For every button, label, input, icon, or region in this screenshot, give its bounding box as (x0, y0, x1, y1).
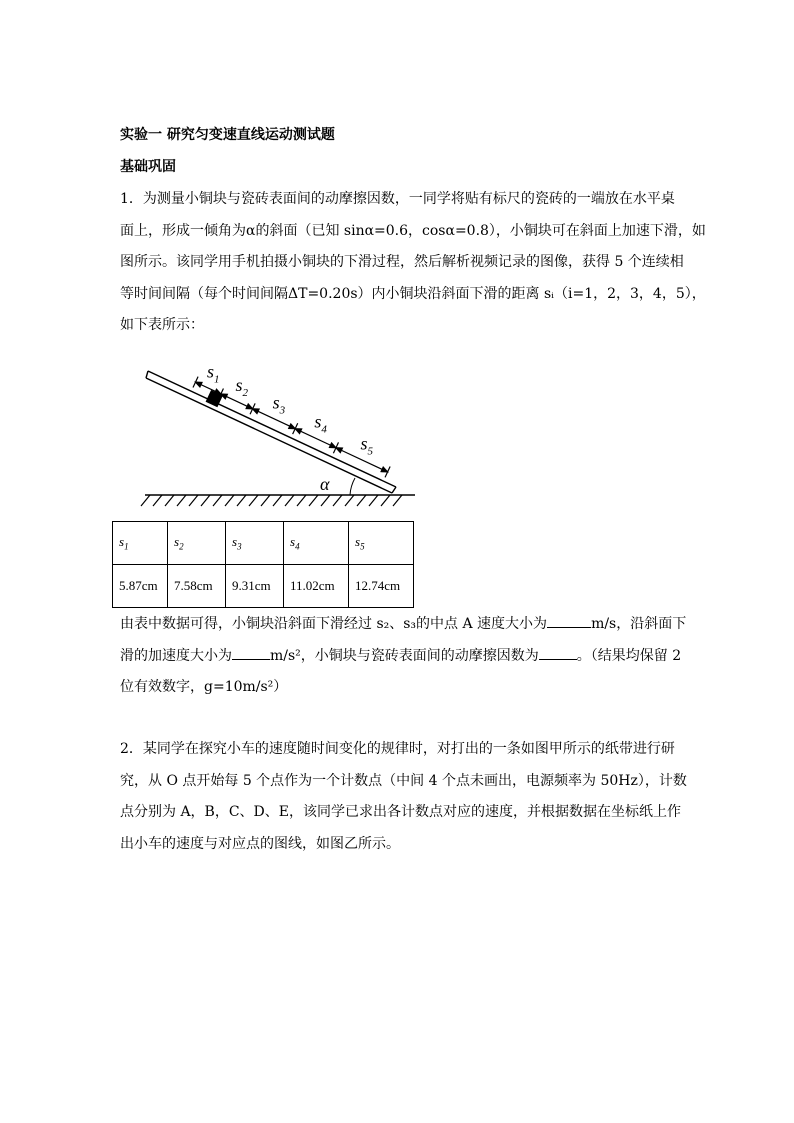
q1-line: 1．为测量小铜块与瓷砖表面间的动摩擦因数，一同学将贴有标尺的瓷砖的一端放在水平桌 (120, 191, 675, 207)
q1-after-text: m/s，沿斜面下 (591, 616, 687, 632)
table-cell: 7.58cm (168, 565, 226, 608)
q1-after-line (120, 609, 687, 641)
table-cell: 12.74cm (349, 565, 414, 608)
distance-table (112, 521, 414, 608)
table-header-cell: $s_2$ (168, 522, 226, 565)
table-header-row (113, 522, 414, 565)
hatch-line (237, 495, 246, 506)
hatch-line (141, 495, 150, 506)
hatch-line (261, 495, 270, 506)
hatch-line (381, 495, 390, 506)
hatch-line (321, 495, 330, 506)
q1-after-text: 由表中数据可得，小铜块沿斜面下滑经过 s₂、s₃的中点 A 速度大小为 (120, 616, 548, 632)
hatch-line (189, 495, 198, 506)
q1-after-text: 滑的加速度大小为 (120, 647, 232, 664)
arrowhead (336, 448, 342, 453)
q1-line: 如下表所示： (120, 317, 204, 333)
hatch-line (369, 495, 378, 506)
hatch-line (213, 495, 222, 506)
dimension-label: $s_3$ (272, 392, 286, 417)
dimension-label: $s_4$ (314, 411, 327, 436)
hatch-line (273, 495, 282, 506)
q2-line: 点分别为 A，B，C、D、E，该同学已求出各计数点对应的速度，并根据数据在坐标纸上作 (120, 804, 682, 820)
table-cell: 9.31cm (226, 565, 284, 608)
dimension-label: $s_1$ (206, 361, 220, 386)
table-header-cell: $s_5$ (349, 522, 414, 565)
q1-after-line (120, 641, 680, 673)
table-header-cell: $s_1$ (113, 522, 168, 565)
page-title: 实验一 研究匀变速直线运动测试题 (120, 127, 335, 143)
q2-line: 究，从 O 点开始每 5 个点作为一个计数点（中间 4 个点未画出，电源频率为 50Hz），计数 (120, 772, 687, 789)
table-header-cell: $s_3$ (226, 522, 284, 565)
hatch-line (153, 495, 162, 506)
arrowhead (253, 409, 259, 414)
question-1-text (120, 184, 706, 342)
answer-blank-2[interactable] (232, 645, 270, 660)
arrowhead (214, 389, 220, 394)
arrowhead (381, 467, 387, 472)
table-cell: 11.02cm (284, 565, 349, 608)
table-cell: 5.87cm (113, 565, 168, 608)
hatch-line (393, 495, 402, 506)
dimension-label: $s_2$ (235, 374, 249, 399)
ground (141, 495, 415, 506)
table-row (113, 565, 414, 608)
q1-after-line: 位有效数字，g=10m/s²） (120, 679, 288, 695)
hatch-line (249, 495, 258, 506)
arrowhead (246, 404, 252, 409)
q1-after-text: 。（结果均保留 2 (576, 647, 682, 664)
q1-line: 面上，形成一倾角为α的斜面（已知 sinα=0.6，cosα=0.8），小铜块可在斜面上加速下滑，如 (120, 222, 706, 239)
answer-blank-1[interactable] (547, 613, 591, 628)
hatch-line (201, 495, 210, 506)
hatch-line (225, 495, 234, 506)
answer-blank-3[interactable] (539, 645, 577, 660)
angle-arc (350, 478, 355, 495)
dimension-label: $s_5$ (360, 433, 374, 458)
question-2-text (120, 734, 687, 860)
arrowhead (295, 429, 301, 434)
section-heading: 基础巩固 (120, 159, 176, 175)
hatch-line (177, 495, 186, 506)
q1-after-text: m/s²，小铜块与瓷砖表面间的动摩擦因数为 (270, 647, 539, 664)
arrowhead (329, 443, 335, 448)
q2-line: 2．某同学在探究小车的速度随时间变化的规律时，对打出的一条如图甲所示的纸带进行研 (120, 741, 675, 757)
q1-line: 图所示。该同学用手机拍摄小铜块的下滑过程，然后解析视频记录的图像，获得 5 个连续相 (120, 254, 684, 270)
q2-line: 出小车的速度与对应点的图线，如图乙所示。 (120, 835, 400, 852)
hatch-line (357, 495, 366, 506)
hatch-line (297, 495, 306, 506)
incline-board (146, 371, 396, 493)
hatch-line (345, 495, 354, 506)
incline-figure (140, 340, 420, 520)
q1-line: 等时间间隔（每个时间间隔ΔT=0.20s）内小铜块沿斜面下滑的距离 sᵢ（i=1，2，3，4，5）， (120, 285, 706, 302)
arrowhead (196, 382, 202, 387)
arrowhead (289, 424, 295, 429)
angle-label: α (320, 474, 330, 494)
table-header-cell: $s_4$ (284, 522, 349, 565)
hatch-line (309, 495, 318, 506)
hatch-line (165, 495, 174, 506)
hatch-line (333, 495, 342, 506)
hatch-line (285, 495, 294, 506)
question-1-blanks (120, 609, 687, 704)
